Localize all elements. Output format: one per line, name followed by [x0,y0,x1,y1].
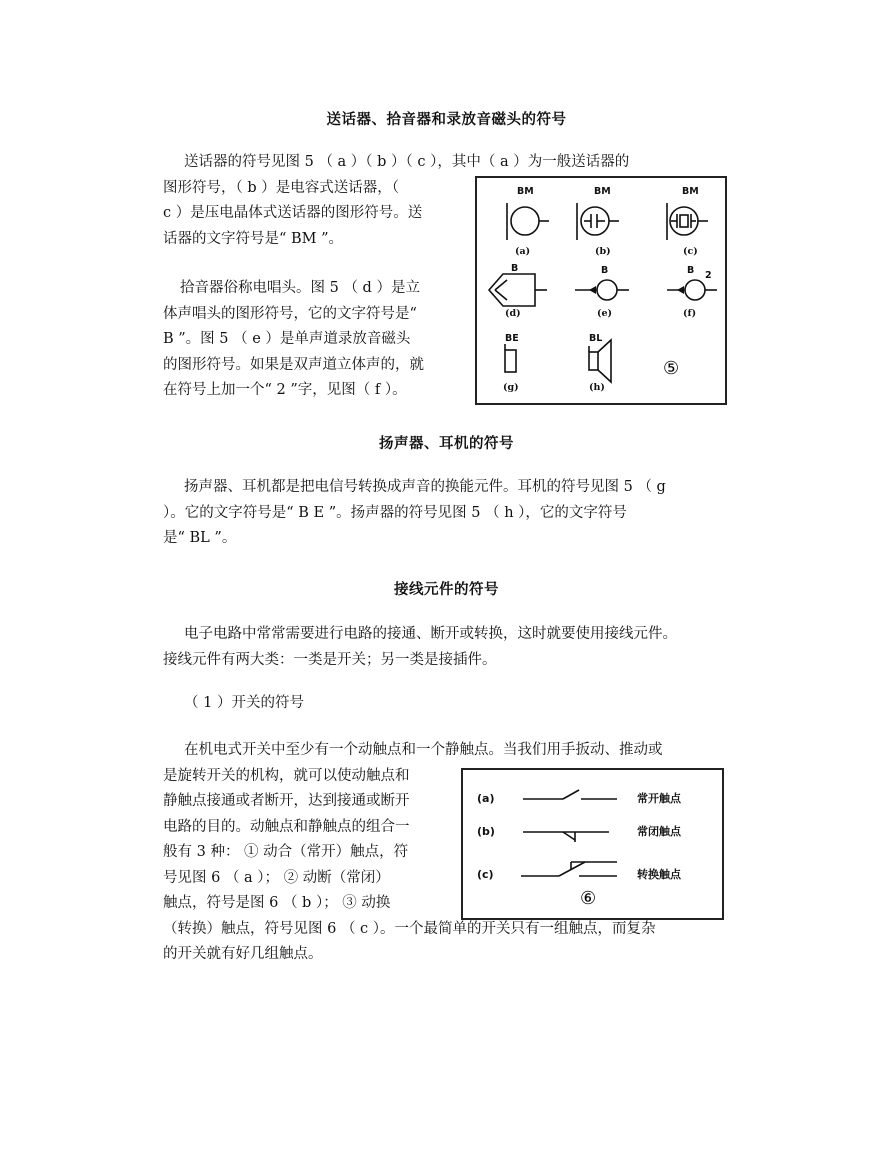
figure-6-contacts [461,768,724,920]
label-normally-closed: 常闭触点 [637,825,681,838]
figure-5-number: ⑤ [663,358,680,379]
text-line: 在符号上加一个“ 2 ”字，见图（ f ）。 [163,382,407,398]
text-line: 话器的文字符号是“ BM ”。 [163,230,344,247]
figure-5-drawing [477,178,725,403]
subheading-switch [184,691,484,717]
caption-c: (c) [683,246,698,257]
label-b-f: B [687,265,695,276]
label-bm-a: BM [517,186,534,197]
heading-microphone-symbols: 送话器、拾音器和录放音磁头的符号 [326,111,567,128]
heading-wiring-symbols: 接线元件的符号 [394,581,499,598]
label-b-d: B [511,263,519,274]
tag-a: (a) [477,792,495,805]
text-line: 触点，符号是图 6 （ b ）； ③ 动换 [163,895,391,911]
figure-5-symbols [475,176,727,405]
text-line: ）。它的文字符号是“ B E ”。扬声器的符号见图 5 （ h ），它的文字符号 [163,504,627,521]
text-line: c ）是压电晶体式送话器的图形符号。送 [163,205,423,221]
figure-6-drawing [463,770,722,918]
caption-a: (a) [515,246,531,257]
text-line: 接线元件有两大类：一类是开关；另一类是接插件。 [163,651,497,668]
text-line: 是旋转开关的机构，就可以使动触点和 [163,767,410,784]
text-line: 是“ BL ”。 [163,530,237,546]
text-line: 的开关就有好几组触点。 [163,946,323,962]
text-line: 号见图 6 （ a ）； ② 动断（常闭） [163,869,390,886]
label-b-e: B [601,265,609,276]
text-line: 般有 3 种： ① 动合（常开）触点，符 [163,844,409,860]
text-line: （ 1 ）开关的符号 [184,695,304,711]
text-line: 的图形符号。如果是双声道立体声的，就 [163,356,424,373]
text-line: 电子电路中常常需要进行电路的接通、断开或转换，这时就要使用接线元件。 [184,626,677,642]
caption-d: (d) [505,308,521,319]
text-line: 电路的目的。动触点和静触点的组合一 [163,818,410,835]
caption-f: (f) [683,308,697,319]
figure-6-number: ⑥ [580,888,597,909]
paragraph-speaker [163,475,733,552]
text-line: 送话器的符号见图 5 （ a ）（ b ）（ c ），其中（ a ）为一般送话器的 [184,154,630,170]
caption-b: (b) [595,246,611,257]
label-normally-open: 常开触点 [637,792,681,805]
text-line: B ”。图 5 （ e ）是单声道录放音磁头 [163,331,411,347]
label-bl-h: BL [589,333,603,344]
text-line: 扬声器、耳机都是把电信号转换成声音的换能元件。耳机的符号见图 5 （ g [184,479,666,495]
paragraph-pickup [163,276,461,404]
label-changeover: 转换触点 [637,868,681,881]
tag-c: (c) [477,868,494,881]
text-line: （转换）触点，符号见图 6 （ c ）。一个最简单的开关只有一组触点，而复杂 [163,920,656,937]
label-2-f: 2 [705,270,712,281]
text-line: 静触点接通或者断开，达到接通或断开 [163,793,410,809]
text-line: 体声唱头的图形符号，它的文字符号是“ [163,305,417,322]
heading-speaker-symbols: 扬声器、耳机的符号 [379,435,514,452]
label-be-g: BE [505,333,519,344]
paragraph-wiring [163,622,733,673]
text-line: 拾音器俗称电唱头。图 5 （ d ）是立 [180,280,420,296]
text-line: 在机电式开关中至少有一个动触点和一个静触点。当我们用手扳动、推动或 [184,742,663,758]
caption-e: (e) [597,308,613,319]
caption-h: (h) [589,382,605,393]
label-bm-c: BM [682,186,699,197]
caption-g: (g) [503,382,519,393]
label-bm-b: BM [594,186,611,197]
text-line: 图形符号，（ b ）是电容式送话器，（ [163,179,399,196]
tag-b: (b) [477,825,495,838]
